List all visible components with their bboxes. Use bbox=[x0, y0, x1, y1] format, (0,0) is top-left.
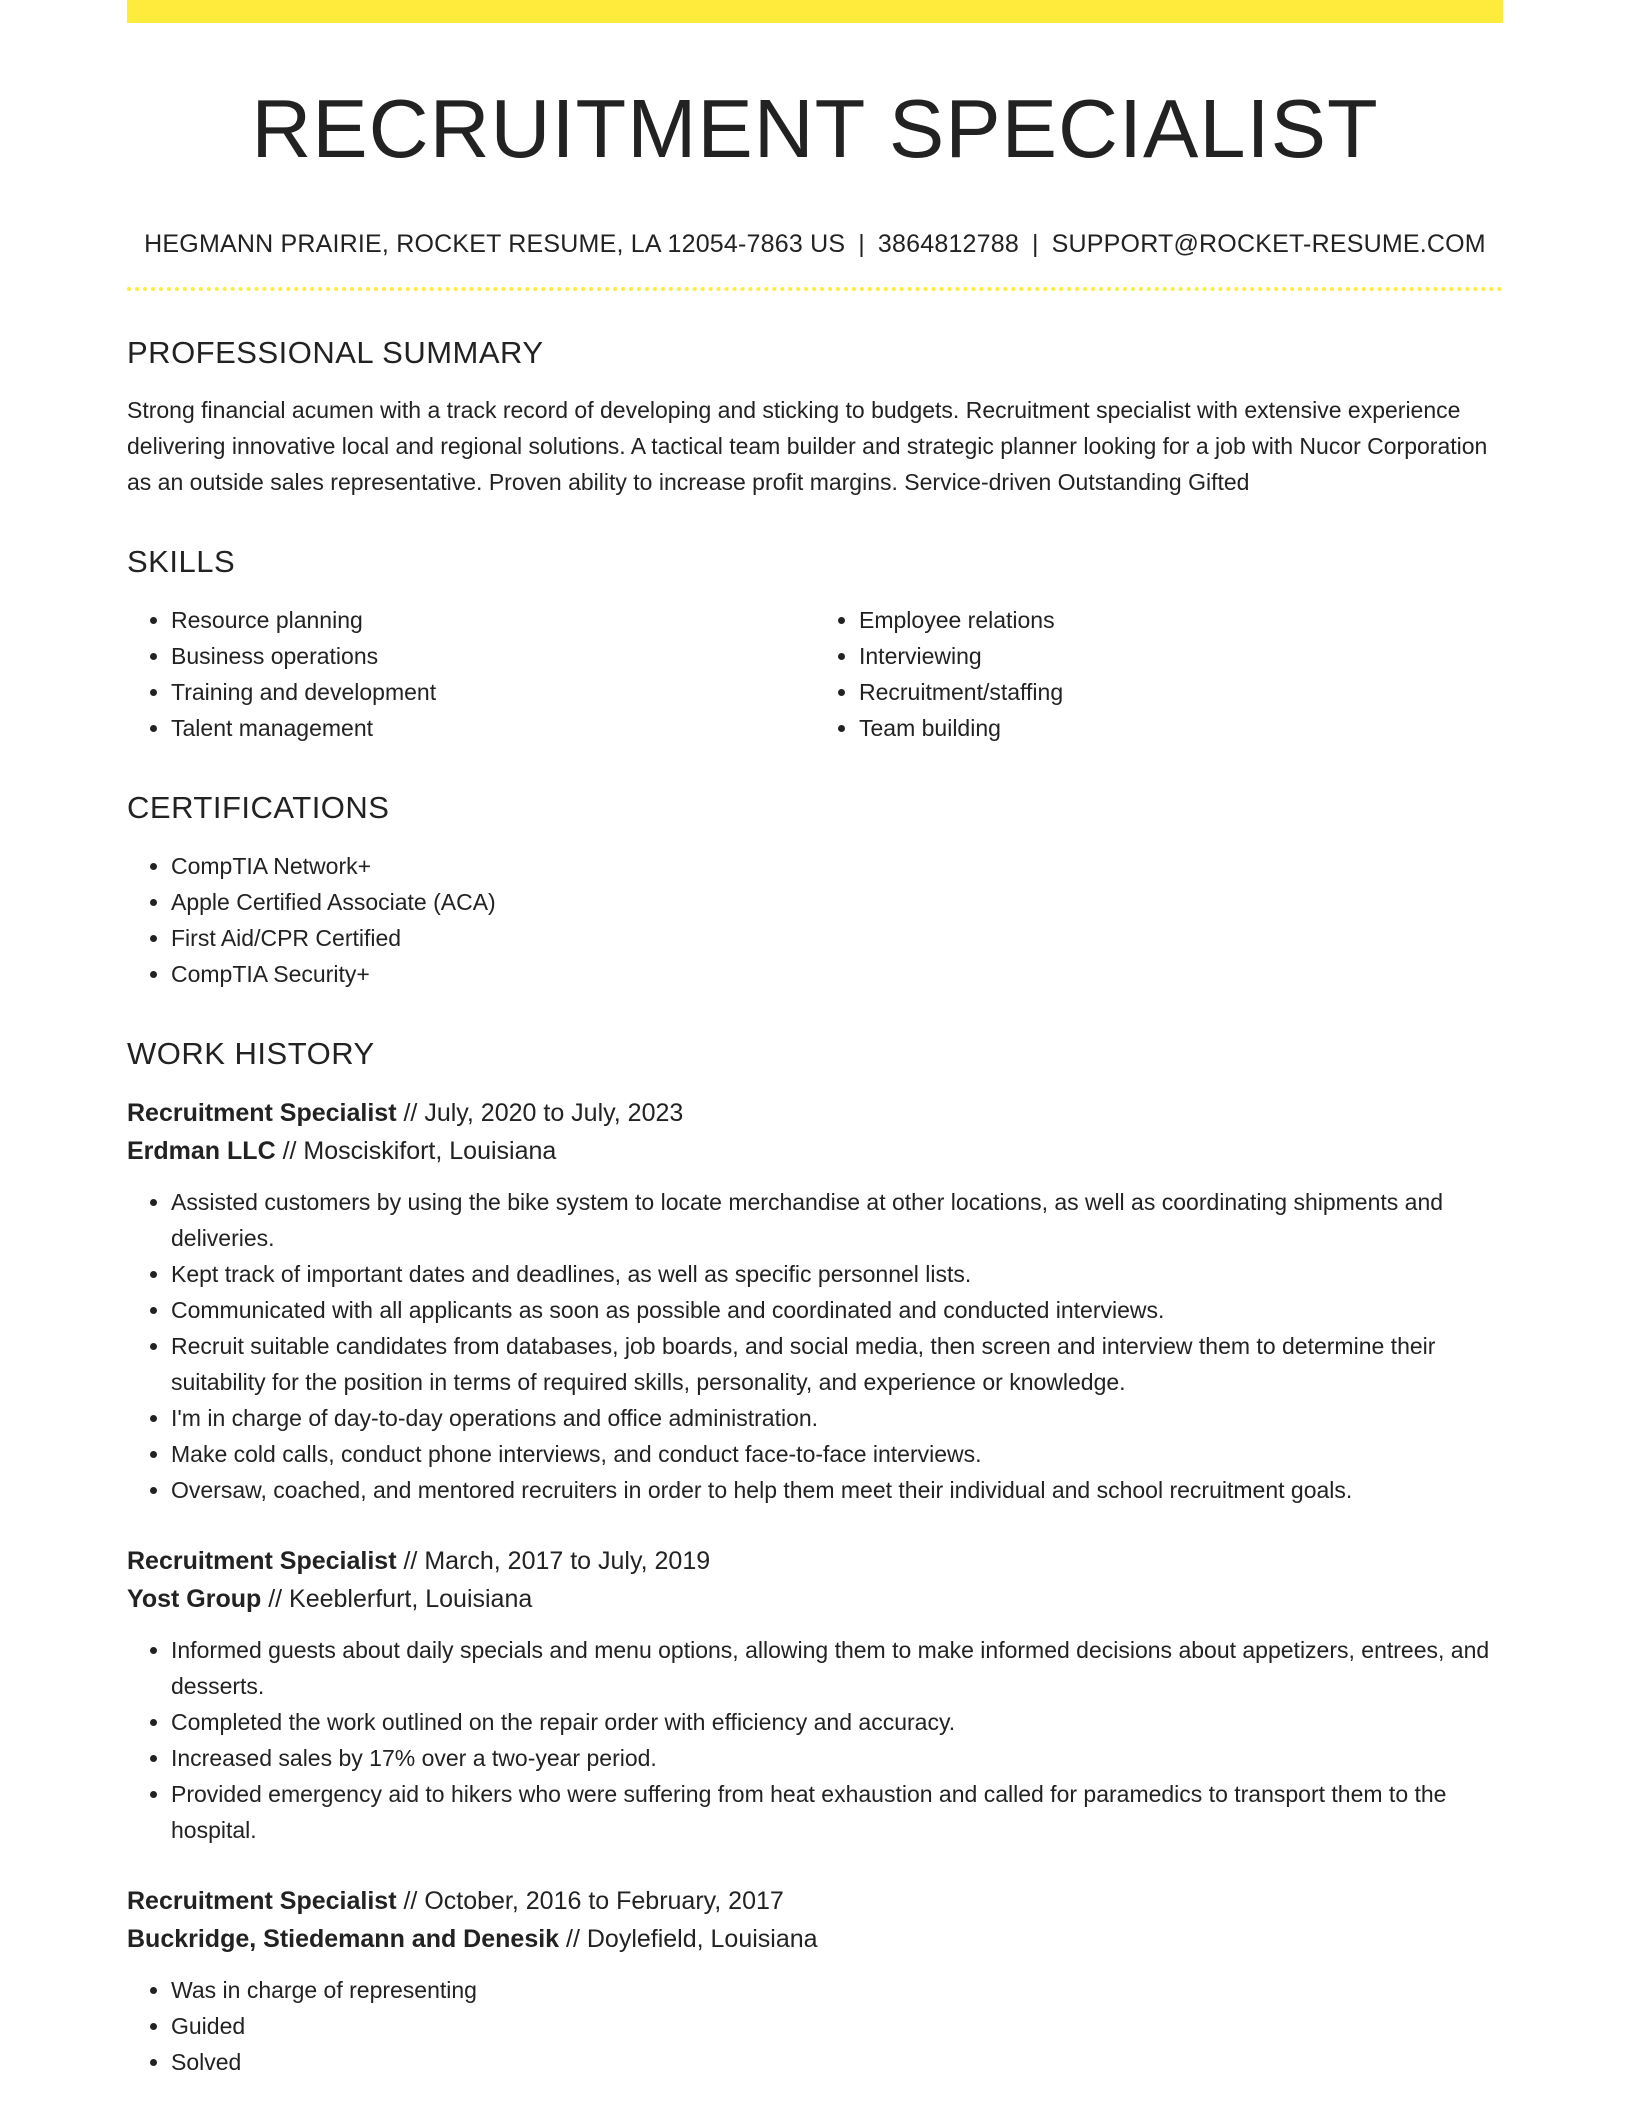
contact-phone: 3864812788 bbox=[877, 230, 1019, 259]
job-company: Erdman LLC bbox=[127, 1137, 276, 1166]
job-role-line bbox=[127, 1882, 1503, 1920]
job-bullet: • Provided emergency aid to hikers who were suffering from heat exhaustion and called for paramedics to transport them to the hospital. bbox=[171, 1776, 1503, 1848]
skills-list-left bbox=[127, 602, 815, 746]
job-bullet: • Recruit suitable candidates from databases, job boards, and social media, then screen and interview them to determine their suitability for the position in terms of required skills, personality, and experience or knowledge. bbox=[171, 1328, 1503, 1400]
resume-title: RECRUITMENT SPECIALIST bbox=[251, 82, 1379, 175]
job-bullet: • Informed guests about daily specials and menu options, allowing them to make informed decisions about appetizers, entrees, and desserts. bbox=[171, 1632, 1503, 1704]
certification-item: • CompTIA Network+ bbox=[171, 848, 1503, 884]
job-bullet: • Make cold calls, conduct phone interviews, and conduct face-to-face interviews. bbox=[171, 1436, 1503, 1472]
job-bullet: • I'm in charge of day-to-day operations and office administration. bbox=[171, 1400, 1503, 1436]
job-bullet: • Solved bbox=[171, 2044, 1503, 2080]
job-entry bbox=[127, 1542, 1503, 1848]
job-bullet: • Guided bbox=[171, 2008, 1503, 2044]
job-role: Recruitment Specialist bbox=[127, 1547, 397, 1576]
job-bullet: • Assisted customers by using the bike system to locate merchandise at other locations, as well as coordinating shipments and deliveries. bbox=[171, 1184, 1503, 1256]
job-role-line bbox=[127, 1542, 1503, 1580]
job-bullet: • Kept track of important dates and deadlines, as well as specific personnel lists. bbox=[171, 1256, 1503, 1292]
job-company: Buckridge, Stiedemann and Denesik bbox=[127, 1925, 560, 1954]
skill-item: • Training and development bbox=[171, 674, 815, 710]
skill-item: • Resource planning bbox=[171, 602, 815, 638]
resume-content bbox=[127, 23, 1503, 2080]
job-dates: // October, 2016 to February, 2017 bbox=[396, 1887, 784, 1916]
skill-item: • Team building bbox=[859, 710, 1503, 746]
dotted-divider bbox=[127, 287, 1503, 291]
job-role: Recruitment Specialist bbox=[127, 1887, 397, 1916]
job-bullets bbox=[127, 1972, 1503, 2080]
skill-item: • Business operations bbox=[171, 638, 815, 674]
job-location: // Doylefield, Louisiana bbox=[559, 1925, 818, 1954]
summary-heading: PROFESSIONAL SUMMARY bbox=[127, 335, 544, 371]
contact-line bbox=[127, 230, 1503, 259]
job-location: // Keeblerfurt, Louisiana bbox=[261, 1585, 533, 1614]
job-company-line bbox=[127, 1920, 1503, 1958]
certifications-heading: CERTIFICATIONS bbox=[127, 790, 390, 826]
job-bullet: • Communicated with all applicants as soon as possible and coordinated and conducted interviews. bbox=[171, 1292, 1503, 1328]
certification-item: • Apple Certified Associate (ACA) bbox=[171, 884, 1503, 920]
skill-item: • Recruitment/staffing bbox=[859, 674, 1503, 710]
skill-item: • Interviewing bbox=[859, 638, 1503, 674]
job-company: Yost Group bbox=[127, 1585, 262, 1614]
job-entry bbox=[127, 1882, 1503, 2080]
job-bullet: • Completed the work outlined on the repair order with efficiency and accuracy. bbox=[171, 1704, 1503, 1740]
contact-address: HEGMANN PRAIRIE, ROCKET RESUME, LA 12054-7863 US bbox=[144, 230, 846, 259]
job-location: // Mosciskifort, Louisiana bbox=[275, 1137, 557, 1166]
skill-item: • Employee relations bbox=[859, 602, 1503, 638]
skills-columns bbox=[127, 602, 1503, 746]
contact-email: SUPPORT@ROCKET-RESUME.COM bbox=[1051, 230, 1486, 259]
job-bullets bbox=[127, 1184, 1503, 1508]
job-role-line bbox=[127, 1094, 1503, 1132]
certification-item: • CompTIA Security+ bbox=[171, 956, 1503, 992]
certifications-list bbox=[127, 848, 1503, 992]
summary-text: Strong financial acumen with a track record of developing and sticking to budgets. Recruitment specialist with extensive experience delivering innovative local and regional solutions. A tactical team builder and strategic planner looking for a job with Nucor Corporation as an outside sales representative. Proven ability to increase profit margins. Service-driven Outstanding Gifted bbox=[127, 397, 1488, 496]
job-role: Recruitment Specialist bbox=[127, 1099, 397, 1128]
job-dates: // July, 2020 to July, 2023 bbox=[396, 1099, 684, 1128]
job-dates: // March, 2017 to July, 2019 bbox=[396, 1547, 711, 1576]
job-company-line bbox=[127, 1132, 1503, 1170]
job-entry bbox=[127, 1094, 1503, 1508]
job-bullets bbox=[127, 1632, 1503, 1848]
skill-item: • Talent management bbox=[171, 710, 815, 746]
job-bullet: • Oversaw, coached, and mentored recruiters in order to help them meet their individual and school recruitment goals. bbox=[171, 1472, 1503, 1508]
job-company-line bbox=[127, 1580, 1503, 1618]
contact-separator: | bbox=[1031, 230, 1039, 259]
top-accent-bar bbox=[127, 0, 1503, 23]
job-bullet: • Was in charge of representing bbox=[171, 1972, 1503, 2008]
certification-item: • First Aid/CPR Certified bbox=[171, 920, 1503, 956]
contact-separator: | bbox=[858, 230, 865, 259]
work-history-heading: WORK HISTORY bbox=[127, 1036, 375, 1072]
job-bullet: • Increased sales by 17% over a two-year period. bbox=[171, 1740, 1503, 1776]
skills-list-right bbox=[815, 602, 1503, 746]
skills-heading: SKILLS bbox=[127, 544, 236, 580]
